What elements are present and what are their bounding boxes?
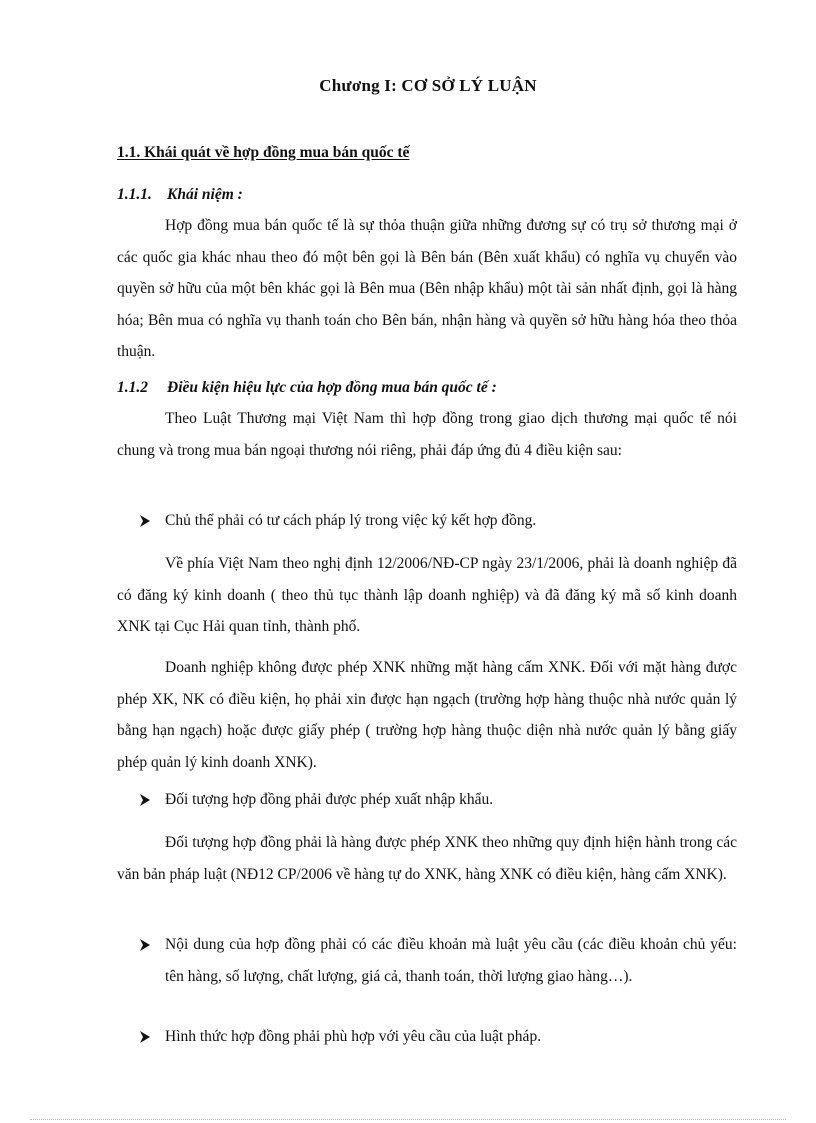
subsection-title: Khái niệm : <box>167 186 243 203</box>
subsection-title: Điều kiện hiệu lực của hợp đồng mua bán quốc tế : <box>167 379 497 396</box>
chapter-title: Chương I: CƠ SỞ LÝ LUẬN <box>319 76 537 95</box>
subsection-heading-2 <box>117 379 497 397</box>
arrow-bullet-icon <box>139 515 151 527</box>
subsection-number: 1.1.1. <box>117 186 152 203</box>
paragraph-export-restrictions: Doanh nghiệp không được phép XNK những mặt hàng cấm XNK. Đối với mặt hàng được phép XK, NK có điều kiện, họ phải xin được hạn ngạch (trường hợp hàng thuộc nhà nước quản lý bằng hạn ngạch) hoặc được giấy phép ( trường hợp hàng thuộc diện nhà nước quản lý bằng giấy phép quản lý kinh doanh XNK). <box>117 659 737 771</box>
bullet-text: Chủ thể phải có tư cách pháp lý trong việc ký kết hợp đồng. <box>165 512 537 529</box>
arrow-bullet-icon <box>139 939 151 951</box>
bullet-text: Nội dung của hợp đồng phải có các điều khoản mà luật yêu cầu (các điều khoản chủ yếu: tên hàng, số lượng, chất lượng, giá cả, thanh toán, thời lượng giao hàng…). <box>165 936 737 985</box>
subsection-number: 1.1.2 <box>117 379 148 396</box>
subsection-heading-1 <box>117 186 243 204</box>
bullet-text: Hình thức hợp đồng phải phù hợp với yêu cầu của luật pháp. <box>165 1028 542 1045</box>
bullet-item <box>117 929 737 992</box>
bullet-item <box>117 1021 737 1053</box>
paragraph-definition: Hợp đồng mua bán quốc tế là sự thỏa thuận giữa những đương sự có trụ sở thương mại ở các quốc gia khác nhau theo đó một bên gọi là Bên bán (Bên xuất khẩu) có nghĩa vụ chuyển vào quyền sở hữu của một bên khác gọi là Bên mua (Bên nhập khẩu) một tài sản nhất định, gọi là hàng hóa; Bên mua có nghĩa vụ thanh toán cho Bên bán, nhận hàng và quyền sở hữu hàng hóa theo thỏa thuận. <box>117 217 737 360</box>
paragraph-vietnam-requirements: Về phía Việt Nam theo nghị định 12/2006/NĐ-CP ngày 23/1/2006, phải là doanh nghiệp đã có đăng ký kinh doanh ( theo thủ tục thành lập doanh nghiệp) và đã đăng ký mã số kinh doanh XNK tại Cục Hải quan tỉnh, thành phố. <box>117 555 737 635</box>
arrow-bullet-icon <box>139 794 151 806</box>
section-heading: 1.1. Khái quát về hợp đồng mua bán quốc tế <box>117 144 410 161</box>
page-bottom-divider <box>30 1119 786 1120</box>
bullet-text: Đối tượng hợp đồng phải được phép xuất nhập khẩu. <box>165 791 494 808</box>
bullet-item <box>117 784 737 816</box>
paragraph-conditions-intro: Theo Luật Thương mại Việt Nam thì hợp đồng trong giao dịch thương mại quốc tế nói chung và trong mua bán ngoại thương nói riêng, phải đáp ứng đủ 4 điều kiện sau: <box>117 410 737 459</box>
paragraph-contract-object: Đối tượng hợp đồng phải là hàng được phép XNK theo những quy định hiện hành trong các văn bản pháp luật (NĐ12 CP/2006 về hàng tự do XNK, hàng XNK có điều kiện, hàng cấm XNK). <box>117 834 737 883</box>
arrow-bullet-icon <box>139 1031 151 1043</box>
bullet-item <box>117 505 737 537</box>
